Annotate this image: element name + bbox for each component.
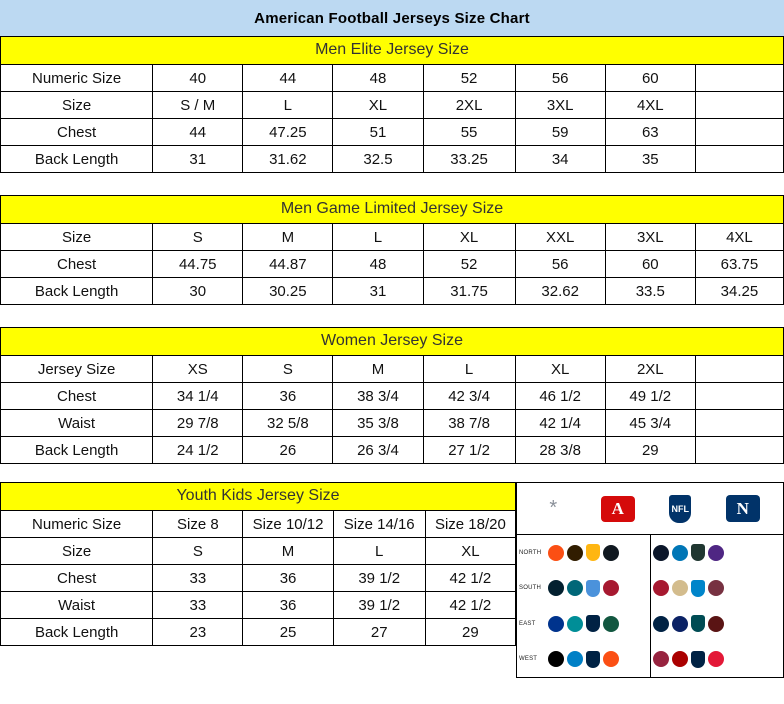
section-spacer	[0, 305, 784, 327]
row-label: Size	[1, 538, 153, 565]
nfl-shield-logo-icon: NFL	[669, 495, 691, 523]
cell: 36	[243, 592, 333, 619]
nfc-conference-column	[651, 535, 784, 677]
row-label: Chest	[1, 565, 153, 592]
cell: Size 10/12	[243, 511, 333, 538]
table-row	[1, 251, 784, 278]
cell: L	[333, 538, 425, 565]
cell: M	[333, 356, 423, 383]
table-row	[1, 565, 516, 592]
cell: 27 1/2	[423, 437, 515, 464]
division-row	[651, 535, 784, 571]
cell: 52	[423, 251, 515, 278]
cell: 33.25	[423, 146, 515, 173]
table-row	[1, 511, 516, 538]
team-logo-icon	[548, 651, 564, 667]
table-row	[1, 383, 784, 410]
cell-empty	[695, 437, 783, 464]
cell: S	[153, 538, 243, 565]
row-label: Numeric Size	[1, 511, 153, 538]
cell: 2XL	[423, 92, 515, 119]
section-spacer	[0, 464, 784, 482]
team-logo-icon	[653, 545, 669, 561]
cell: M	[243, 224, 333, 251]
cell: XL	[333, 92, 423, 119]
table-women	[0, 355, 784, 464]
cell: S	[243, 356, 333, 383]
cell: 34.25	[695, 278, 783, 305]
cell-empty	[695, 383, 783, 410]
table-row	[1, 437, 784, 464]
table-row	[1, 224, 784, 251]
cell: 63.75	[695, 251, 783, 278]
team-logo-icon	[653, 651, 669, 667]
cell: 63	[605, 119, 695, 146]
cell: XL	[423, 224, 515, 251]
cell: 48	[333, 65, 423, 92]
division-row	[651, 606, 784, 642]
cell: 2XL	[605, 356, 695, 383]
conference-divisions	[517, 535, 783, 677]
row-label: Waist	[1, 592, 153, 619]
table-youth	[0, 510, 516, 646]
cell: S / M	[153, 92, 243, 119]
table-row	[1, 278, 784, 305]
cell: 45 3/4	[605, 410, 695, 437]
row-label: Waist	[1, 410, 153, 437]
team-logo-icon	[548, 616, 564, 632]
cell: 36	[243, 383, 333, 410]
team-logo-icon	[548, 580, 564, 596]
cell: 30.25	[243, 278, 333, 305]
cell: 31	[153, 146, 243, 173]
division-row	[517, 642, 650, 678]
table-row	[1, 356, 784, 383]
pro-bowl-logo-icon: *	[549, 497, 558, 519]
cell: 4XL	[605, 92, 695, 119]
cell: 32.5	[333, 146, 423, 173]
division-row	[517, 606, 650, 642]
team-logo-icon	[653, 580, 669, 596]
table-row	[1, 410, 784, 437]
team-logo-icon	[603, 580, 619, 596]
team-logo-icon	[567, 651, 583, 667]
team-logo-icon	[708, 545, 724, 561]
cell: 32.62	[515, 278, 605, 305]
cell: Size 14/16	[333, 511, 425, 538]
row-label: Back Length	[1, 146, 153, 173]
nfc-logo-icon: N	[726, 495, 760, 522]
table-row	[1, 92, 784, 119]
section-women	[0, 327, 784, 464]
row-label: Back Length	[1, 437, 153, 464]
cell: 26	[243, 437, 333, 464]
section-heading-men-game-limited: Men Game Limited Jersey Size	[0, 195, 784, 223]
cell: 36	[243, 565, 333, 592]
section-spacer	[0, 173, 784, 195]
table-men-elite	[0, 64, 784, 173]
team-logo-icon	[603, 545, 619, 561]
section-heading-men-elite: Men Elite Jersey Size	[0, 36, 784, 64]
team-logo-icon	[567, 616, 583, 632]
section-men-elite	[0, 36, 784, 173]
cell: 51	[333, 119, 423, 146]
division-label: NORTH	[519, 549, 542, 556]
table-row	[1, 119, 784, 146]
cell: Size 8	[153, 511, 243, 538]
table-men-game-limited	[0, 223, 784, 305]
cell: 28 3/8	[515, 437, 605, 464]
cell: 35 3/8	[333, 410, 423, 437]
team-logo-icon	[586, 544, 600, 561]
team-logo-icon	[691, 580, 705, 597]
cell: 42 1/4	[515, 410, 605, 437]
team-logo-icon	[567, 545, 583, 561]
cell: 60	[605, 251, 695, 278]
cell: 31.62	[243, 146, 333, 173]
cell: 24 1/2	[153, 437, 243, 464]
cell: 33	[153, 592, 243, 619]
team-logo-icon	[653, 616, 669, 632]
team-logo-icon	[548, 545, 564, 561]
cell: 42 3/4	[423, 383, 515, 410]
row-label: Back Length	[1, 619, 153, 646]
cell-empty	[695, 146, 783, 173]
table-row	[1, 592, 516, 619]
cell: Size 18/20	[425, 511, 515, 538]
cell-empty	[695, 119, 783, 146]
team-logo-icon	[708, 580, 724, 596]
cell: L	[423, 356, 515, 383]
team-logo-icon	[691, 615, 705, 632]
division-label: WEST	[519, 656, 538, 663]
section-men-game-limited	[0, 195, 784, 305]
cell: 3XL	[515, 92, 605, 119]
table-row	[1, 65, 784, 92]
team-logo-icon	[691, 651, 705, 668]
division-label: EAST	[519, 620, 536, 627]
page-title-bar	[0, 0, 784, 36]
row-label: Chest	[1, 383, 153, 410]
cell: 34 1/4	[153, 383, 243, 410]
cell: 44.75	[153, 251, 243, 278]
division-row	[517, 535, 650, 571]
cell: 4XL	[695, 224, 783, 251]
cell: L	[333, 224, 423, 251]
cell: 40	[153, 65, 243, 92]
cell: 27	[333, 619, 425, 646]
league-logos-row	[517, 483, 783, 535]
team-logo-icon	[672, 580, 688, 596]
cell: 35	[605, 146, 695, 173]
cell: 39 1/2	[333, 592, 425, 619]
cell: 39 1/2	[333, 565, 425, 592]
cell: 29 7/8	[153, 410, 243, 437]
page-title: American Football Jerseys Size Chart	[254, 9, 530, 27]
cell: 56	[515, 251, 605, 278]
section-heading-women: Women Jersey Size	[0, 327, 784, 355]
cell: 38 3/4	[333, 383, 423, 410]
cell: 3XL	[605, 224, 695, 251]
section-youth	[0, 482, 784, 663]
cell: 34	[515, 146, 605, 173]
cell: 42 1/2	[425, 592, 515, 619]
table-row	[1, 619, 516, 646]
division-row	[517, 571, 650, 607]
row-label: Jersey Size	[1, 356, 153, 383]
cell: 44	[243, 65, 333, 92]
cell: 48	[333, 251, 423, 278]
cell: XL	[515, 356, 605, 383]
cell: 29	[605, 437, 695, 464]
afc-logo-icon: A	[601, 496, 635, 522]
cell: L	[243, 92, 333, 119]
cell: XXL	[515, 224, 605, 251]
cell-empty	[695, 92, 783, 119]
team-logo-icon	[567, 580, 583, 596]
team-logos-panel	[516, 482, 784, 678]
cell: 33	[153, 565, 243, 592]
cell: 33.5	[605, 278, 695, 305]
row-label: Back Length	[1, 278, 153, 305]
team-logo-icon	[672, 616, 688, 632]
cell: XS	[153, 356, 243, 383]
cell: M	[243, 538, 333, 565]
cell: 25	[243, 619, 333, 646]
row-label: Size	[1, 92, 153, 119]
cell: 52	[423, 65, 515, 92]
cell: 31.75	[423, 278, 515, 305]
team-logo-icon	[708, 651, 724, 667]
cell: 23	[153, 619, 243, 646]
team-logo-icon	[586, 615, 600, 632]
cell-empty	[695, 410, 783, 437]
section-heading-youth: Youth Kids Jersey Size	[0, 482, 516, 510]
cell-empty	[695, 356, 783, 383]
team-logo-icon	[586, 651, 600, 668]
cell: 56	[515, 65, 605, 92]
cell: 30	[153, 278, 243, 305]
cell: 42 1/2	[425, 565, 515, 592]
youth-table-wrap	[0, 482, 516, 646]
cell: 44.87	[243, 251, 333, 278]
cell: 26 3/4	[333, 437, 423, 464]
cell: 32 5/8	[243, 410, 333, 437]
cell-empty	[695, 65, 783, 92]
team-logo-icon	[708, 616, 724, 632]
division-row	[651, 571, 784, 607]
row-label: Chest	[1, 251, 153, 278]
table-row	[1, 146, 784, 173]
cell: 47.25	[243, 119, 333, 146]
cell: 49 1/2	[605, 383, 695, 410]
table-row	[1, 538, 516, 565]
afc-conference-column	[517, 535, 651, 677]
team-logo-icon	[603, 651, 619, 667]
cell: XL	[425, 538, 515, 565]
cell: 46 1/2	[515, 383, 605, 410]
cell: 44	[153, 119, 243, 146]
team-logo-icon	[672, 545, 688, 561]
team-logo-icon	[603, 616, 619, 632]
cell: 38 7/8	[423, 410, 515, 437]
division-label: SOUTH	[519, 585, 541, 592]
row-label: Numeric Size	[1, 65, 153, 92]
team-logo-icon	[586, 580, 600, 597]
team-logo-icon	[691, 544, 705, 561]
cell: 60	[605, 65, 695, 92]
row-label: Size	[1, 224, 153, 251]
cell: 59	[515, 119, 605, 146]
row-label: Chest	[1, 119, 153, 146]
cell: 29	[425, 619, 515, 646]
cell: 55	[423, 119, 515, 146]
cell: S	[153, 224, 243, 251]
cell: 31	[333, 278, 423, 305]
division-row	[651, 642, 784, 678]
team-logo-icon	[672, 651, 688, 667]
